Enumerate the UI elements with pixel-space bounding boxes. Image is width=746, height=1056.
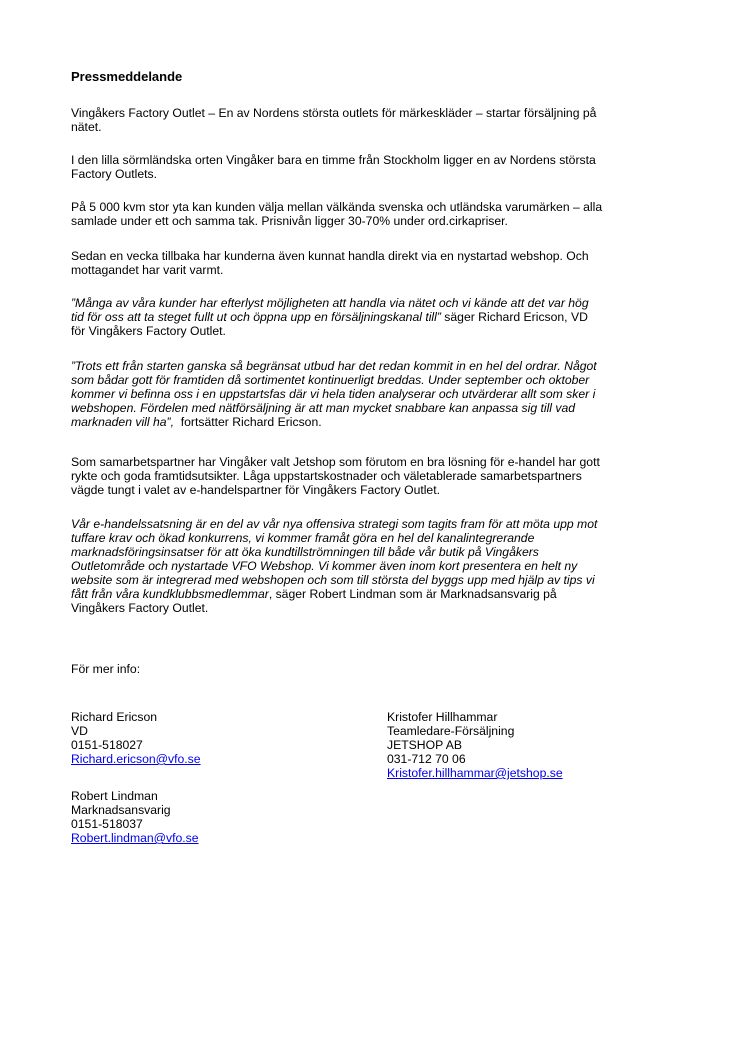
email-link-robert[interactable]: Robert.lindman@vfo.se (71, 831, 199, 845)
text-line: Vingåkers Factory Outlet. (71, 601, 209, 615)
email-link-richard[interactable]: Richard.ericson@vfo.se (71, 752, 201, 766)
italic-quote: webshopen. Fördelen med nätförsäljning är att man mycket snabbare kan anpassa sig till vad (71, 401, 576, 415)
text-line (71, 587, 681, 601)
text-line (71, 415, 681, 429)
text-line (71, 310, 681, 324)
paragraph-location (71, 153, 681, 181)
email-link-kristofer[interactable]: Kristofer.hillhammar@jetshop.se (387, 766, 563, 780)
paragraph-quote-richard (71, 296, 681, 338)
contact-name: Kristofer Hillhammar (387, 710, 498, 724)
contact-email-wrap (387, 766, 563, 780)
text-line: vägde tungt i valet av e-handelspartner för Vingåkers Factory Outlet. (71, 483, 440, 497)
italic-quote: som bådar gott för framtiden då sortimentet kontinuerligt breddas. Under september och oktober (71, 373, 590, 387)
italic-quote: website som är integrerad med webshopen och som till största del byggs upp med hjälp av tips vi (71, 573, 595, 587)
italic-quote: Outletområde och nystartade VFO Webshop. Vi kommer även inom kort presentera en helt ny (71, 559, 578, 573)
text-line: Vingåkers Factory Outlet – En av Nordens största outlets för märkeskläder – startar försäljning på (71, 106, 597, 120)
text-line: för Vingåkers Factory Outlet. (71, 324, 226, 338)
text-line (71, 359, 681, 373)
text-line (71, 559, 681, 573)
text-line (71, 531, 681, 545)
italic-quote: ”Trots ett från starten ganska så begränsat utbud har det redan kommit in en hel del ordrar. Något (71, 359, 597, 373)
text-line (71, 373, 681, 387)
contact-title: Marknadsansvarig (71, 803, 171, 817)
text-line (71, 517, 681, 531)
text-line (71, 401, 681, 415)
italic-quote: tid för oss att ta steget fullt ut och öppna upp en försäljningskanal till” (71, 310, 441, 324)
paragraph-webshop-launch (71, 249, 681, 277)
italic-quote: kommer vi befinna oss i en uppstartsfas där vi hela tiden analyserar och utvärderar allt som sker i (71, 387, 596, 401)
contact-email-wrap (71, 752, 201, 766)
text-line (71, 545, 681, 559)
paragraph-intro (71, 106, 681, 134)
text-line (71, 387, 681, 401)
attribution-text: fortsätter Richard Ericson. (173, 415, 322, 429)
paragraph-store-size (71, 200, 681, 228)
contact-name: Robert Lindman (71, 789, 158, 803)
contact-richard (71, 710, 201, 766)
contact-title: Teamledare-Försäljning (387, 724, 515, 738)
text-line: På 5 000 kvm stor yta kan kunden välja mellan välkända svenska och utländska varumärken – alla (71, 200, 603, 214)
more-info-label (71, 662, 681, 676)
text-line: För mer info: (71, 662, 141, 676)
contact-company: JETSHOP AB (387, 738, 462, 752)
italic-quote: fått från våra kundklubbsmedlemmar (71, 587, 269, 601)
contact-phone: 031-712 70 06 (387, 752, 466, 766)
contact-email-wrap (71, 831, 199, 845)
paragraph-quote-robert (71, 517, 681, 615)
text-line (71, 573, 681, 587)
contact-phone: 0151-518037 (71, 817, 143, 831)
attribution-text: säger Richard Ericson, VD (440, 310, 588, 324)
italic-quote: marknaden vill ha”, (71, 415, 174, 429)
paragraph-partner (71, 455, 681, 497)
italic-quote: Vår e-handelssatsning är en del av vår nya offensiva strategi som tagits fram för att möta upp mot (71, 517, 598, 531)
text-line: Sedan en vecka tillbaka har kunderna även kunnat handla direkt via en nystartad webshop. Och (71, 249, 589, 263)
text-line: mottagandet har varit varmt. (71, 263, 224, 277)
text-line: Factory Outlets. (71, 167, 158, 181)
paragraph-quote-orders (71, 359, 681, 429)
document-heading: Pressmeddelande (71, 69, 183, 84)
italic-quote: ”Många av våra kunder har efterlyst möjligheten att handla via nätet och vi kände att det var hög (71, 296, 589, 310)
text-line: rykte och goda framtidsutsikter. Låga uppstartskostnader och väletablerade samarbetspartners (71, 469, 582, 483)
contact-robert (71, 789, 199, 845)
italic-quote: marknadsföringsinsatser för att öka kundtillströmningen till både vår butik på Vingåkers (71, 545, 539, 559)
text-line: I den lilla sörmländska orten Vingåker bara en timme från Stockholm ligger en av Nordens största (71, 153, 596, 167)
attribution-text: , säger Robert Lindman som är Marknadsansvarig på (268, 587, 557, 601)
text-line (71, 296, 681, 310)
text-line: samlade under ett och samma tak. Prisnivån ligger 30-70% under ord.cirkapriser. (71, 214, 508, 228)
text-line: Som samarbetspartner har Vingåker valt Jetshop som förutom en bra lösning för e-handel har gott (71, 455, 600, 469)
contact-name: Richard Ericson (71, 710, 158, 724)
text-line: nätet. (71, 120, 102, 134)
contact-kristofer (387, 710, 563, 780)
contact-phone: 0151-518027 (71, 738, 143, 752)
italic-quote: tuffare krav och ökad konkurrens, vi kommer framåt göra en hel del kanalintegrerande (71, 531, 535, 545)
contact-title: VD (71, 724, 88, 738)
